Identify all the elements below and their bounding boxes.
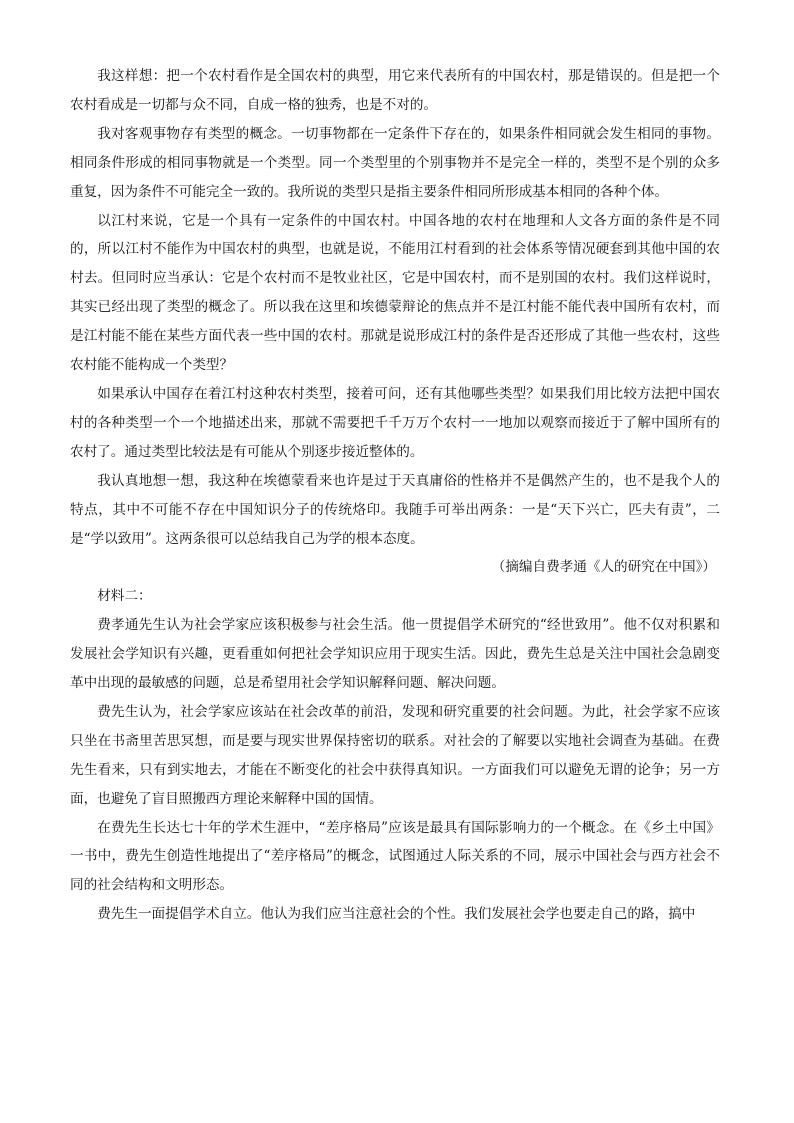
paragraph: 以江村来说，它是一个具有一定条件的中国农村。中国各地的农村在地理和人文各方面的条件是不同的，所以江村不能作为中国农村的典型，也就是说，不能用江村看到的社会体系等情况硬套到其他中国的农村去。但同时应当承认：它是个农村而不是牧业社区，它是中国农村，而不是别国的农村。我们这样说时，其实已经出现了类型的概念了。所以我在这里和埃德蒙辩论的焦点并不是江村能不能代表中国所有农村，而是江村能不能在某些方面代表一些中国的农村。那就是说形成江村的条件是否还形成了其他一些农村，这些农村能不能构成一个类型？	[70, 212, 720, 374]
paragraph: 我对客观事物存有类型的概念。一切事物都在一定条件下存在的，如果条件相同就会发生相同的事物。相同条件形成的相同事物就是一个类型。同一个类型里的个别事物并不是完全一样的，类型不是个别的众多重复，因为条件不可能完全一致的。我所说的类型只是指主要条件相同所形成基本相同的各种个体。	[70, 125, 720, 200]
paragraph: 在费先生长达七十年的学术生涯中，“差序格局”应该是最具有国际影响力的一个概念。在《乡土中国》一书中，费先生创造性地提出了“差序格局”的概念，试图通过人际关系的不同，展示中国社会与西方社会不同的社会结构和文明形态。	[70, 819, 720, 894]
paragraph: 费孝通先生认为社会学家应该积极参与社会生活。他一贯提倡学术研究的“经世致用”。他不仅对积累和发展社会学知识有兴趣，更看重如何把社会学知识应用于现实生活。因此，费先生总是关注中国社会急剧变革中出现的最敏感的问题，总是希望用社会学知识解释问题、解决问题。	[70, 617, 720, 692]
paragraph: 费先生一面提倡学术自立。他认为我们应当注意社会的个性。我们发展社会学也要走自己的路，搞中	[97, 906, 696, 923]
document-body	[70, 62, 720, 929]
paragraph: 我认真地想一想，我这种在埃德蒙看来也许是过于天真庸俗的性格并不是偶然产生的，也不是我个人的特点，其中不可能不存在中国知识分子的传统烙印。我随手可举出两条：一是“天下兴亡，匹夫有责”，二是“学以致用”。这两条很可以总结我自己为学的根本态度。	[70, 472, 720, 547]
material-heading: 材料二：	[97, 588, 152, 605]
paragraph: 我这样想：把一个农村看作是全国农村的典型，用它来代表所有的中国农村，那是错误的。但是把一个农村看成是一切都与众不同，自成一格的独秀，也是不对的。	[70, 68, 720, 113]
paragraph: 费先生认为，社会学家应该站在社会改革的前沿，发现和研究重要的社会问题。为此，社会学家不应该只坐在书斋里苦思冥想，而是要与现实世界保持密切的联系。对社会的了解要以实地社会调查为基础。在费先生看来，只有到实地去，才能在不断变化的社会中获得真知识。一方面我们可以避免无谓的论争；另一方面，也避免了盲目照搬西方理论来解释中国的国情。	[70, 703, 720, 807]
paragraph: 如果承认中国存在着江村这种农村类型，接着可问，还有其他哪些类型？如果我们用比较方法把中国农村的各种类型一个一个地描述出来，那就不需要把千千万万个农村一一地加以观察而接近于了解中国所有的农村了。通过类型比较法是有可能从个别逐步接近整体的。	[70, 385, 720, 460]
source-citation: （摘编自费孝通《人的研究在中国》）	[491, 559, 716, 576]
